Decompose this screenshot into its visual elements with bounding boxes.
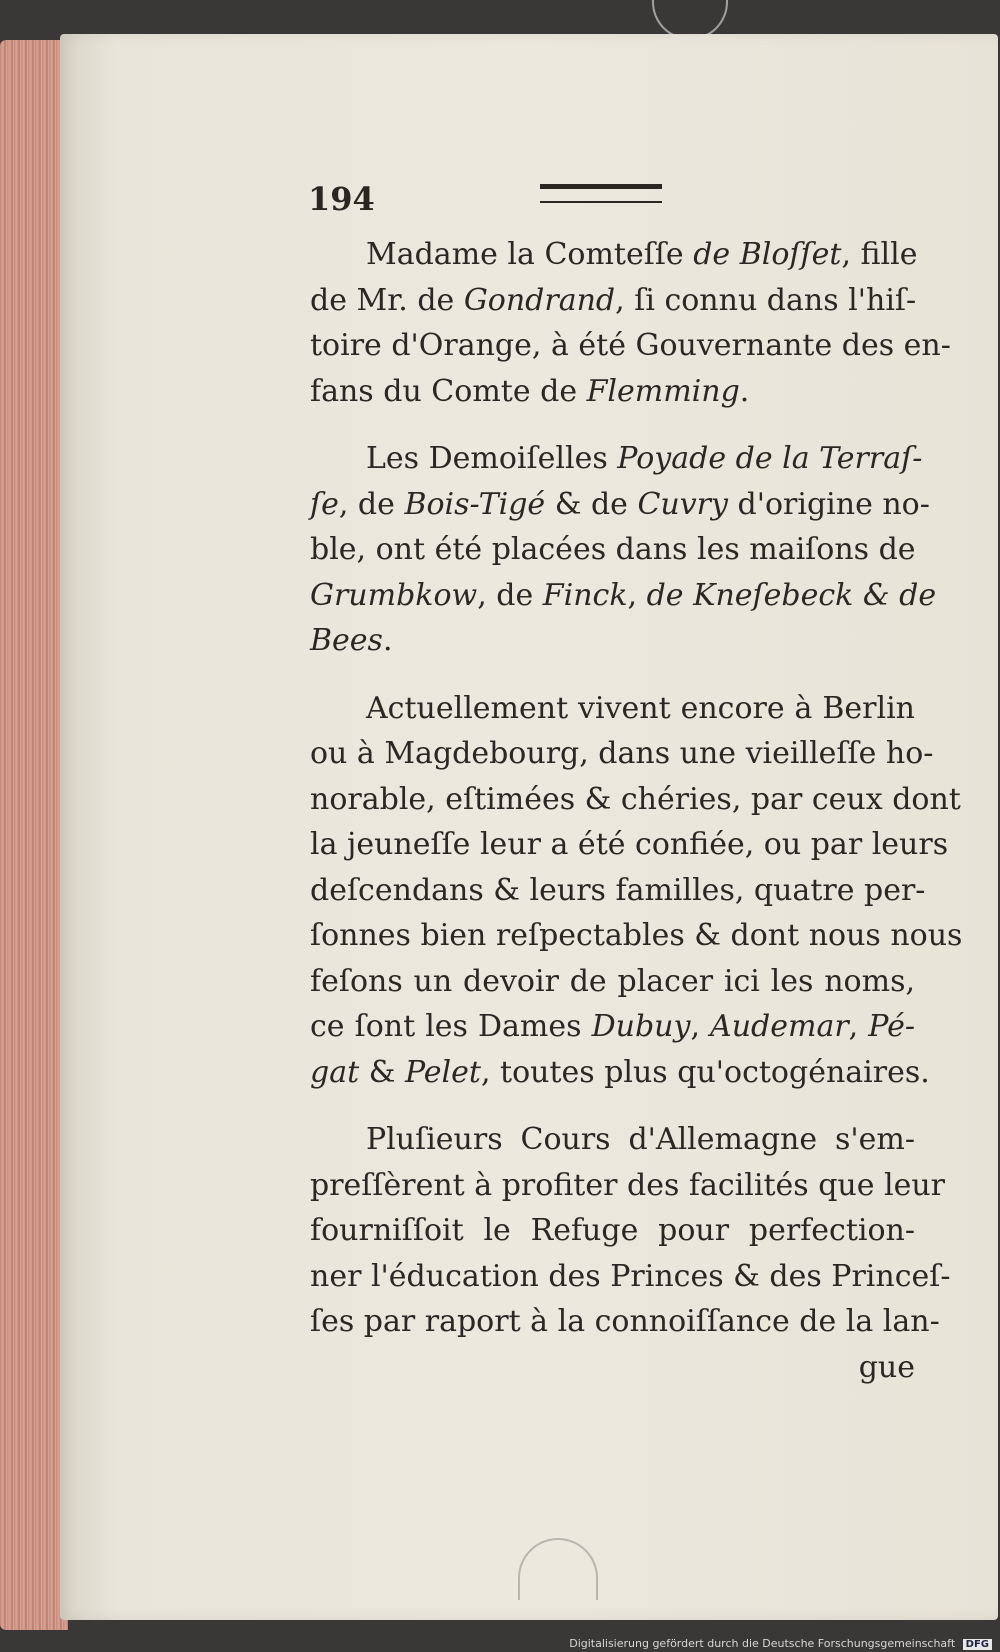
text-run: deſcendans & leurs familles, quatre per- xyxy=(310,872,926,908)
italic-name: Cuvry xyxy=(637,486,728,522)
page-header xyxy=(308,180,868,220)
text-run: . xyxy=(382,623,393,658)
text-run: . xyxy=(739,373,750,409)
italic-name: Flemming xyxy=(586,373,740,409)
digitization-credit xyxy=(569,1637,992,1650)
text-line xyxy=(310,527,915,573)
text-line xyxy=(310,573,937,619)
italic-name: de Kneſebeck & de xyxy=(646,577,937,613)
text-run: , toutes plus qu'octogénaires. xyxy=(480,1054,930,1090)
text-run: d'origine no- xyxy=(727,486,930,522)
italic-name: Audemar xyxy=(710,1009,849,1044)
text-run: , de xyxy=(477,577,543,613)
dfg-logo: DFG xyxy=(963,1639,992,1650)
page-number: 194 xyxy=(308,180,375,218)
text-run: fourniſſoit le Refuge pour perfection- xyxy=(310,1213,915,1248)
text-run: norable, eſtimées & chéries, par ceux dont xyxy=(310,781,961,817)
text-run: ble, ont été placées dans les maiſons de xyxy=(310,532,916,567)
text-run: , xyxy=(690,1009,711,1044)
italic-name: Pé- xyxy=(868,1009,915,1044)
italic-name: Gondrand xyxy=(463,282,616,318)
text-line xyxy=(310,868,926,914)
text-run: ſes par raport à la connoiſſance de la lan- xyxy=(310,1304,940,1339)
paragraph xyxy=(310,686,963,1096)
italic-name: ſe xyxy=(310,486,339,522)
text-run: fans du Comte de xyxy=(310,373,587,409)
text-line xyxy=(310,1117,915,1163)
text-run: Madame la Comteſſe xyxy=(366,237,694,272)
italic-name: Finck xyxy=(542,577,628,613)
italic-name: Grumbkow xyxy=(310,577,478,613)
italic-name: de Bloſſet xyxy=(693,237,842,272)
italic-name: Pelet xyxy=(404,1054,481,1090)
book-page-edges xyxy=(0,40,68,1630)
text-run: & de xyxy=(545,486,638,522)
text-run: ou à Magdebourg, dans une vieilleſſe ho- xyxy=(310,736,934,771)
text-run: ner l'éducation des Princes & des Princeſ- xyxy=(310,1258,951,1294)
text-line xyxy=(310,1254,951,1300)
text-run: & xyxy=(359,1054,405,1090)
paragraph-gap xyxy=(310,414,915,436)
text-run: toire d'Orange, à été Gouvernante des en- xyxy=(310,328,951,363)
text-run: feſons un devoir de placer ici les noms, xyxy=(310,963,915,999)
text-run: preſſèrent à profiter des facilités que leur xyxy=(310,1167,946,1203)
italic-name: Poyade de la Terraſ- xyxy=(617,441,923,476)
text-run: , ſi connu dans l'hiſ- xyxy=(615,282,917,318)
text-line xyxy=(310,369,915,415)
text-line xyxy=(310,618,915,664)
text-line xyxy=(310,436,923,482)
text-line xyxy=(310,959,915,1005)
text-line xyxy=(310,1299,940,1345)
italic-name: Dubuy xyxy=(591,1009,691,1044)
italic-name: Bees xyxy=(310,623,383,658)
text-line xyxy=(310,1050,930,1096)
paragraph xyxy=(310,1117,951,1345)
text-line xyxy=(310,913,963,959)
text-run: la jeuneſſe leur a été confiée, ou par leurs xyxy=(310,827,949,862)
credit-text: Digitalisierung gefördert durch die Deutsche Forschungsgemeinschaft xyxy=(569,1637,956,1650)
header-rule-ornament xyxy=(540,184,662,203)
text-line xyxy=(310,822,949,868)
text-line xyxy=(310,686,915,732)
paragraph-gap xyxy=(310,664,915,686)
paragraph xyxy=(310,436,937,664)
text-run: ce ſont les Dames xyxy=(310,1009,592,1044)
text-line xyxy=(310,1004,915,1050)
paragraph xyxy=(310,232,951,414)
text-run: , xyxy=(627,577,647,613)
text-line xyxy=(310,1208,915,1254)
text-run: , xyxy=(848,1009,869,1044)
page-body-text xyxy=(310,232,963,1390)
italic-name: gat xyxy=(310,1054,360,1090)
text-line xyxy=(310,777,961,823)
text-run: , de xyxy=(338,486,405,522)
italic-name: Bois-Tigé xyxy=(404,486,546,522)
text-run: ſonnes bien reſpectables & dont nous nous xyxy=(310,918,963,953)
text-line xyxy=(310,323,951,369)
text-line xyxy=(310,731,934,777)
text-line xyxy=(310,482,930,528)
text-run: Actuellement vivent encore à Berlin xyxy=(366,690,915,726)
text-run: , fille xyxy=(841,237,918,272)
text-line xyxy=(310,1163,946,1209)
text-run: Les Demoiſelles xyxy=(366,441,618,476)
catchword: gue xyxy=(858,1349,915,1385)
text-run: Pluſieurs Cours d'Allemagne s'em- xyxy=(366,1122,915,1157)
text-line xyxy=(310,232,918,278)
paragraph-gap xyxy=(310,1095,915,1117)
text-run: de Mr. de xyxy=(310,282,464,318)
text-line xyxy=(310,278,915,324)
